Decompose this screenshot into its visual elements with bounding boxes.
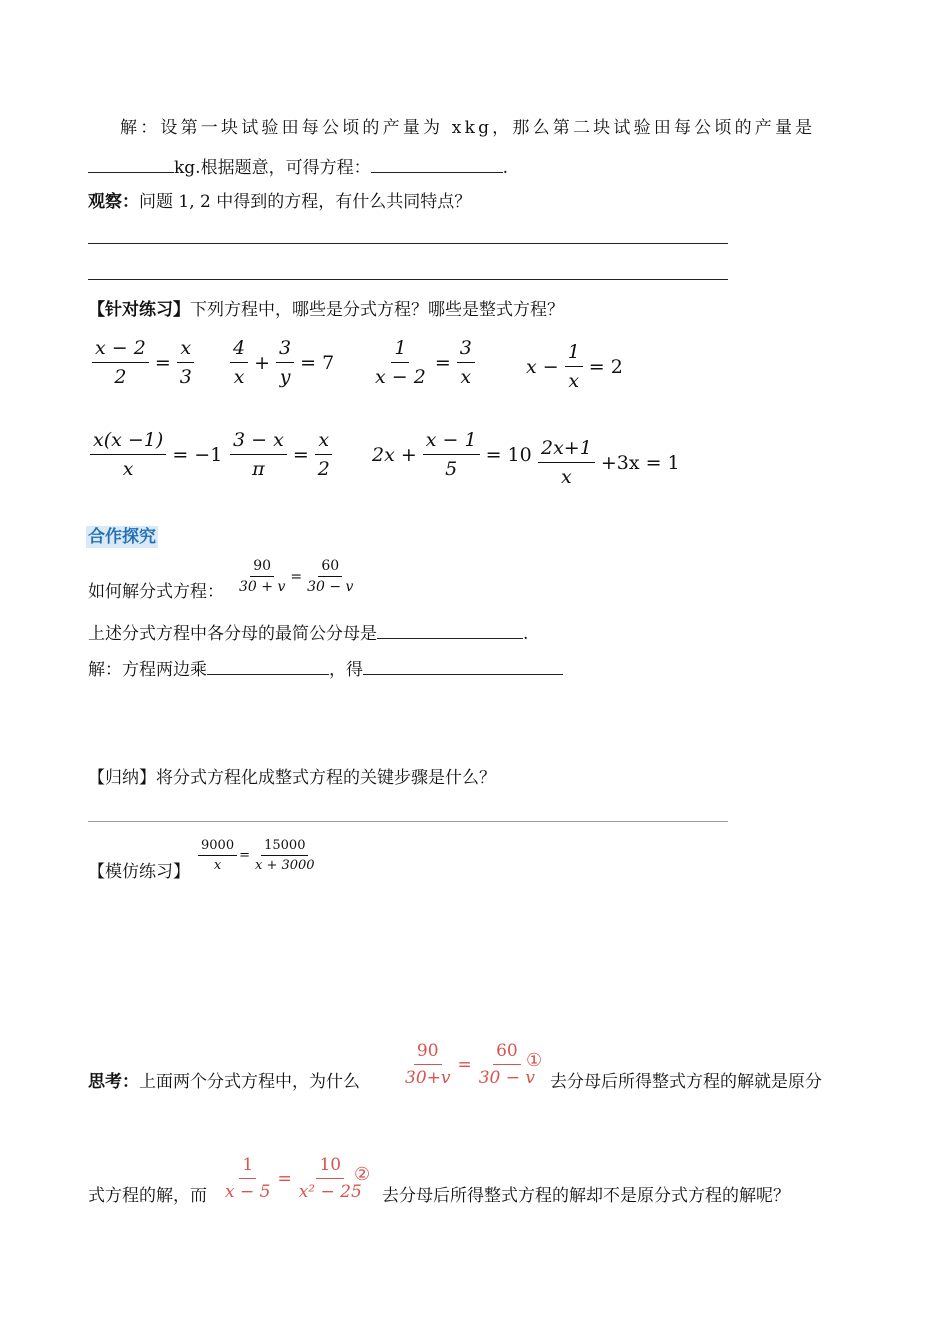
- summary-text: 将分式方程化成整式方程的关键步骤是什么？: [156, 768, 496, 788]
- equation-3: $\frac{1}{x - 2}$ = $\frac{3}{x}$: [372, 334, 475, 391]
- equation-7: 2x + $\frac{x - 1}{5}$ = 10: [372, 426, 532, 483]
- equation-5: $\frac{x(x -1)}{x}$ = −1: [90, 426, 222, 483]
- imitate-label: 【模仿练习】: [88, 862, 190, 882]
- think-label: 思考：: [88, 1072, 139, 1092]
- cooperate-equation: $\frac{90}{30 + v}$ = $\frac{60}{30 - v}$: [239, 558, 354, 595]
- cooperate-heading: 合作探究: [88, 527, 156, 547]
- answer-line-2[interactable]: [88, 279, 728, 280]
- lcd-blank[interactable]: [377, 620, 523, 639]
- observe-label: 观察：: [88, 192, 139, 212]
- marker-2: ②: [354, 1164, 371, 1185]
- period: .: [502, 158, 508, 178]
- observe-text: 问题 1, 2 中得到的方程，有什么共同特点？: [139, 192, 472, 212]
- summary-line: [88, 766, 496, 790]
- solve-line: 解：方程两边乘 ，得: [88, 656, 563, 682]
- think-equation-1: $\frac{90}{30+v}$ = $\frac{60}{30 - v}$: [402, 1038, 538, 1091]
- practice-text: 下列方程中，哪些是分式方程？哪些是整式方程？: [190, 300, 564, 320]
- imitate-equation: $\frac{9000}{x}$ = $\frac{15000}{x + 3000}$: [198, 836, 318, 875]
- equation-2: $\frac{4}{x}$ + $\frac{3}{y}$ = 7: [230, 334, 334, 391]
- answer-blank-2[interactable]: [371, 154, 503, 173]
- equation-6: $\frac{3 - x}{\pi}$ = $\frac{x}{2}$: [230, 426, 333, 483]
- think-line-1-end: 去分母后所得整式方程的解就是原分: [550, 1072, 822, 1092]
- solution-line-1: 解：设第一块试验田每公顷的产量为 xkg，那么第二块试验田每公顷的产量是: [120, 118, 816, 138]
- think-line-1: 思考：上面两个分式方程中，为什么: [88, 1072, 360, 1092]
- observe-line: [88, 190, 471, 214]
- think-equation-2: $\frac{1}{x - 5}$ = $\frac{10}{\text{x² − 25}}$: [222, 1152, 365, 1205]
- equation-4: x − $\frac{1}{x}$ = 2: [526, 338, 623, 395]
- equation-1: $\frac{x - 2}{2}$ = $\frac{x}{3}$: [92, 334, 195, 391]
- solution-line-2: [88, 154, 508, 180]
- summary-label: 【归纳】: [88, 768, 156, 788]
- think-line-2-end: 去分母后所得整式方程的解却不是原分式方程的解呢？: [382, 1186, 790, 1206]
- marker-1: ①: [526, 1050, 543, 1071]
- summary-answer-line[interactable]: [88, 821, 728, 822]
- multiply-blank[interactable]: [207, 656, 329, 675]
- practice-label: 【针对练习】: [88, 300, 190, 320]
- answer-blank-1[interactable]: [88, 154, 174, 173]
- result-blank[interactable]: [363, 656, 563, 675]
- practice-line: [88, 298, 564, 322]
- unit-kg: kg.: [174, 158, 201, 178]
- answer-line-1[interactable]: [88, 243, 728, 244]
- cooperate-question: 如何解分式方程：: [88, 582, 224, 602]
- think-line-2: 式方程的解，而: [88, 1186, 207, 1206]
- equation-prompt: 根据题意，可得方程：: [200, 158, 371, 178]
- equation-8: $\frac{2x+1}{x}$ +3x = 1: [538, 434, 680, 491]
- lcd-line: 上述分式方程中各分母的最简公分母是 .: [88, 620, 528, 646]
